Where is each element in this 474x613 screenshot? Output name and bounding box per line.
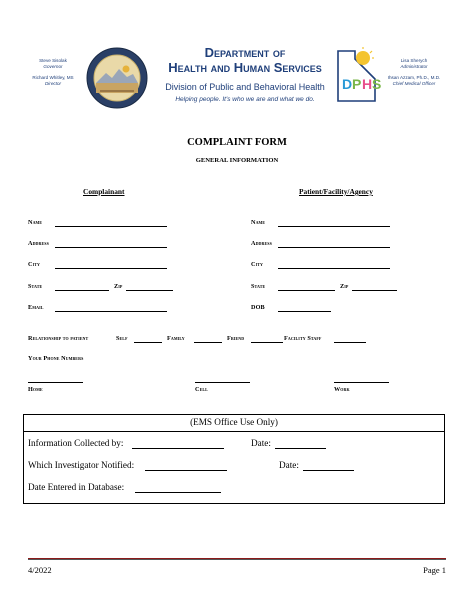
patient-address-field[interactable] bbox=[278, 247, 390, 248]
relationship-self-field[interactable] bbox=[134, 342, 162, 343]
date-entered-label: Date Entered in Database: bbox=[28, 482, 125, 492]
cell-phone-field[interactable] bbox=[195, 382, 250, 383]
nevada-seal-icon bbox=[86, 47, 148, 109]
patient-city-label: City bbox=[251, 261, 263, 268]
footer-rule bbox=[28, 558, 446, 560]
tagline: Helping people. It's who we are and what we do. bbox=[175, 96, 315, 103]
relationship-family-label: Family bbox=[167, 335, 185, 342]
ems-box-title: (EMS Office Use Only) bbox=[190, 417, 278, 427]
complainant-email-label: Email bbox=[28, 304, 44, 311]
info-collected-field[interactable] bbox=[132, 448, 224, 449]
dphs-logo-icon bbox=[335, 45, 385, 105]
footer-date: 4/2022 bbox=[28, 565, 52, 575]
info-collected-label: Information Collected by: bbox=[28, 438, 124, 448]
form-title: COMPLAINT FORM bbox=[187, 137, 287, 148]
svg-text:P: P bbox=[352, 76, 362, 92]
svg-text:S: S bbox=[372, 76, 382, 92]
complainant-heading: Complainant bbox=[83, 187, 125, 196]
administrator-name: Lisa Sherych bbox=[400, 58, 428, 63]
date-entered-field[interactable] bbox=[135, 492, 221, 493]
relationship-facility-staff-label: Facility Staff bbox=[284, 335, 322, 342]
patient-address-label: Address bbox=[251, 240, 272, 247]
patient-state-field[interactable] bbox=[278, 290, 335, 291]
patient-name-label: Name bbox=[251, 219, 266, 226]
department-line-1: Department of bbox=[204, 45, 286, 60]
governor-name: Steve Sisolak bbox=[39, 58, 67, 63]
administrator-title: Administrator bbox=[400, 63, 428, 69]
relationship-label: Relationship to patient bbox=[28, 335, 89, 342]
patient-zip-label: Zip bbox=[340, 283, 349, 290]
complainant-address-field[interactable] bbox=[55, 247, 167, 248]
complainant-city-label: City bbox=[28, 261, 40, 268]
complainant-state-label: State bbox=[28, 283, 43, 290]
cmo-title: Chief Medical Officer bbox=[392, 80, 436, 86]
complainant-address-label: Address bbox=[28, 240, 49, 247]
complainant-email-field[interactable] bbox=[55, 311, 167, 312]
work-phone-label: Work bbox=[334, 386, 350, 393]
complainant-zip-field[interactable] bbox=[126, 290, 173, 291]
left-officials bbox=[22, 58, 84, 86]
home-phone-field[interactable] bbox=[28, 382, 83, 383]
home-phone-label: Home bbox=[28, 386, 43, 393]
governor-title: Governor bbox=[43, 63, 63, 69]
date1-label: Date: bbox=[251, 438, 271, 448]
division-name: Division of Public and Behavioral Health bbox=[165, 82, 325, 92]
patient-state-label: State bbox=[251, 283, 266, 290]
relationship-self-label: Self bbox=[116, 335, 128, 342]
work-phone-field[interactable] bbox=[334, 382, 389, 383]
footer-page-number: Page 1 bbox=[423, 565, 446, 575]
complainant-name-label: Name bbox=[28, 219, 43, 226]
complainant-zip-label: Zip bbox=[114, 283, 123, 290]
patient-name-field[interactable] bbox=[278, 226, 390, 227]
department-line-2: Health and Human Services bbox=[168, 60, 322, 75]
patient-city-field[interactable] bbox=[278, 268, 390, 269]
patient-dob-label: DOB bbox=[251, 304, 265, 311]
patient-heading: Patient/Facility/Agency bbox=[299, 187, 373, 196]
ems-office-box bbox=[23, 414, 445, 504]
department-title bbox=[160, 45, 330, 75]
director-name: Richard Whitley, MS bbox=[32, 75, 74, 81]
phone-numbers-label: Your Phone Numbers bbox=[28, 355, 84, 362]
patient-zip-field[interactable] bbox=[352, 290, 397, 291]
complainant-name-field[interactable] bbox=[55, 226, 167, 227]
date2-label: Date: bbox=[279, 460, 299, 470]
patient-dob-field[interactable] bbox=[278, 311, 331, 312]
relationship-facility-staff-field[interactable] bbox=[334, 342, 366, 343]
relationship-family-field[interactable] bbox=[194, 342, 222, 343]
cell-phone-label: Cell bbox=[195, 386, 208, 393]
svg-text:H: H bbox=[362, 76, 373, 92]
cmo-name: Ihsan Azzam, Ph.D., M.D. bbox=[387, 75, 441, 81]
complainant-city-field[interactable] bbox=[55, 268, 167, 269]
date1-field[interactable] bbox=[275, 448, 326, 449]
svg-text:D: D bbox=[342, 76, 353, 92]
right-officials bbox=[383, 58, 445, 86]
relationship-friend-field[interactable] bbox=[251, 342, 283, 343]
director-title: Director bbox=[44, 80, 62, 86]
investigator-label: Which Investigator Notified: bbox=[28, 460, 135, 470]
date2-field[interactable] bbox=[303, 470, 354, 471]
relationship-friend-label: Friend bbox=[227, 335, 245, 342]
form-subtitle: GENERAL INFORMATION bbox=[195, 157, 279, 164]
complainant-state-field[interactable] bbox=[55, 290, 109, 291]
investigator-field[interactable] bbox=[145, 470, 227, 471]
